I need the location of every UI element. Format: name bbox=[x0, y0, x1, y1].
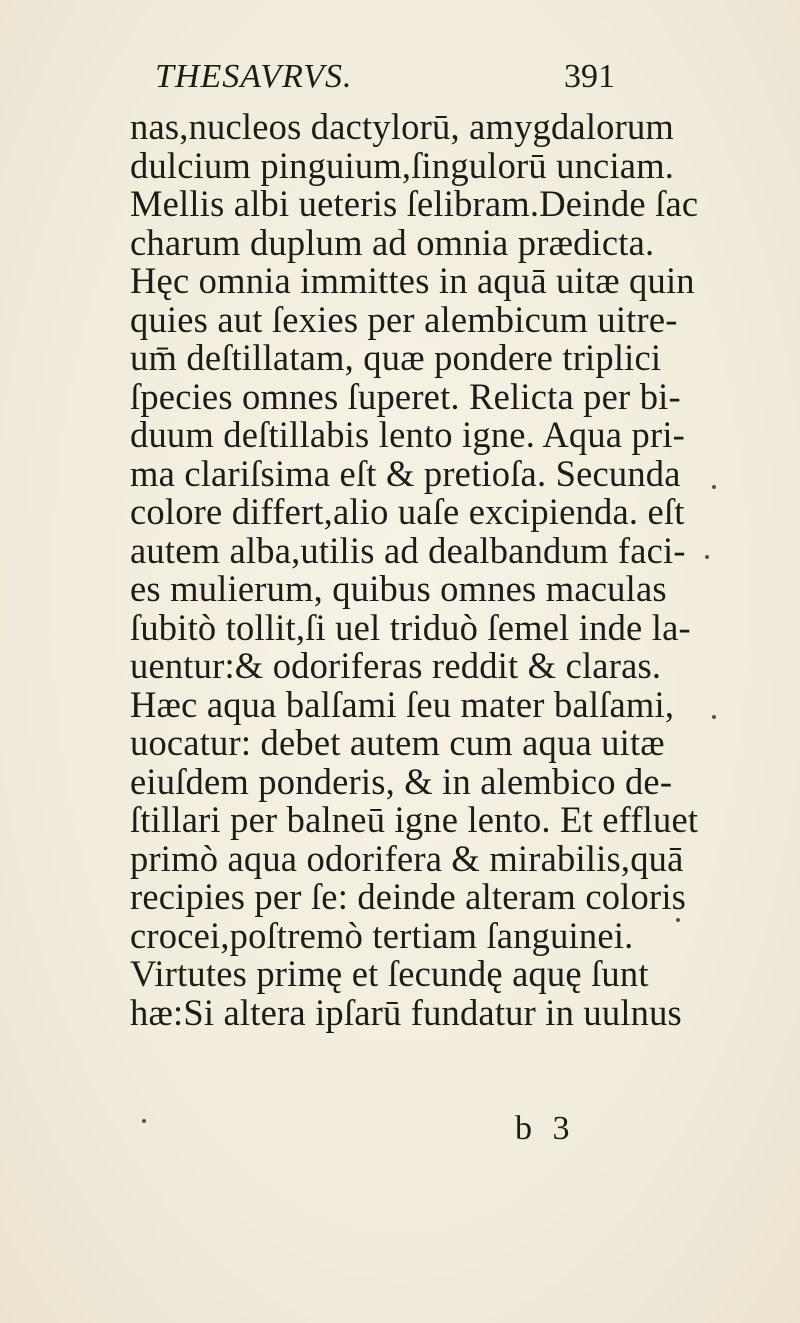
text-line: primò aqua odorifera & mirabilis,quā bbox=[130, 837, 684, 879]
text-line: Hęc omnia immittes in aquā uitæ quin bbox=[130, 260, 695, 301]
text-line: Virtutes primę et ſecundę aquę ſunt bbox=[130, 953, 649, 994]
text-line: uentur:& odoriferas reddit & claras. bbox=[130, 645, 662, 686]
text-line: recipies per ſe: deinde alteram coloris bbox=[130, 876, 687, 917]
text-line: nas,nucleos dactylorū, amygdalorum bbox=[130, 106, 675, 147]
text-line: duum deſtillabis lento igne. Aqua pri- bbox=[130, 414, 686, 455]
text-line: Hæc aqua balſami ſeu mater balſami, bbox=[130, 683, 675, 725]
paper-speck bbox=[142, 1119, 146, 1123]
text-line: uocatur: debet autem cum aqua uitæ bbox=[130, 722, 665, 763]
paper-speck bbox=[676, 918, 680, 922]
running-title: THESAVRVS. bbox=[155, 58, 353, 95]
body-text bbox=[130, 106, 699, 1033]
paper-speck bbox=[705, 555, 709, 559]
text-line: quies aut ſexies per alembicum uitre- bbox=[130, 298, 678, 340]
text-line: colore differt,alio uaſe excipienda. eſt bbox=[130, 491, 685, 532]
signature-mark: b 3 bbox=[515, 1110, 576, 1147]
text-line: ſubitò tollit,ſi uel triduò ſemel inde la- bbox=[130, 606, 691, 648]
paper-speck bbox=[712, 485, 716, 489]
text-line: ma clariſsima eſt & pretioſa. Secunda bbox=[130, 452, 681, 494]
text-line: Mellis albi ueteris ſelibram.Deinde ſac bbox=[130, 183, 699, 224]
text-line: autem alba,utilis ad dealbandum faci- bbox=[130, 529, 686, 571]
page-header bbox=[155, 58, 615, 106]
text-line: um̄ deſtillatam, quæ pondere triplici bbox=[130, 337, 662, 378]
text-line: charum duplum ad omnia prædicta. bbox=[130, 221, 655, 263]
text-line: ſtillari per balneū igne lento. Et effluet bbox=[130, 799, 699, 840]
text-line: hæ:Si altera ipſarū fundatur in uulnus bbox=[130, 991, 682, 1033]
page-number: 391 bbox=[564, 58, 615, 95]
text-line: eiuſdem ponderis, & in alembico de- bbox=[130, 760, 673, 802]
text-line: crocei,poſtremò tertiam ſanguinei. bbox=[130, 914, 634, 956]
text-line: ſpecies omnes ſuperet. Relicta per bi- bbox=[130, 375, 681, 417]
text-line: dulcium pinguium,ſingulorū unciam. bbox=[130, 144, 675, 186]
paper-speck bbox=[712, 715, 716, 719]
text-line: es mulierum, quibus omnes maculas bbox=[130, 568, 667, 609]
